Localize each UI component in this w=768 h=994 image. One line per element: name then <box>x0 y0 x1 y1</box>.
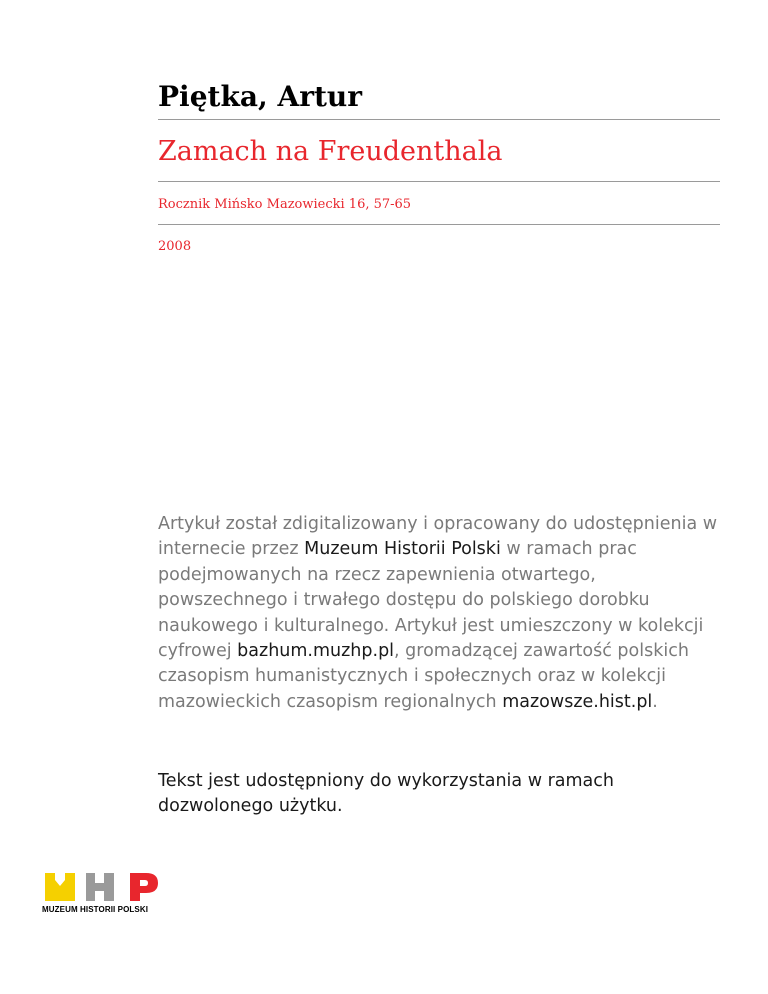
notice-text: . <box>652 691 658 712</box>
author-name: Piętka, Artur <box>158 80 362 113</box>
journal-citation: Rocznik Mińsko Mazowiecki 16, 57-65 <box>158 197 412 212</box>
digitization-notice <box>158 512 718 715</box>
logo-p-shape <box>130 873 158 901</box>
article-title: Zamach na Freudenthala <box>158 136 503 167</box>
museum-logo-text: MUZEUM HISTORII POLSKI <box>42 905 149 914</box>
logo-m-shape <box>45 873 75 901</box>
divider <box>158 224 720 225</box>
notice-text: , gromadzącej zawartość polskich czasopism humanistycznych i społecznych oraz w kolekcji mazowieckich czasopism regionalnych <box>158 641 689 712</box>
bazhum-link[interactable]: bazhum.muzhp.pl <box>237 641 395 662</box>
divider <box>158 119 720 120</box>
divider <box>158 181 720 182</box>
notice-text: w ramach prac podejmowanych na rzecz zapewnienia otwartego, powszechnego i trwałego dostępu do polskiego dorobku naukowego i kulturalnego. Artykuł jest umieszczony w kolekcji cyfrowej <box>158 539 704 662</box>
publication-year: 2008 <box>158 239 192 254</box>
org-name: Muzeum Historii Polski <box>304 539 501 560</box>
usage-notice: Tekst jest udostępniony do wykorzystania w ramach dozwolonego użytku. <box>158 771 614 817</box>
notice-text: Artykuł został zdigitalizowany i opracowany do udostępnienia w internecie przez <box>158 514 718 560</box>
logo-h-shape <box>86 873 114 901</box>
mazowsze-link[interactable]: mazowsze.hist.pl <box>502 691 653 712</box>
